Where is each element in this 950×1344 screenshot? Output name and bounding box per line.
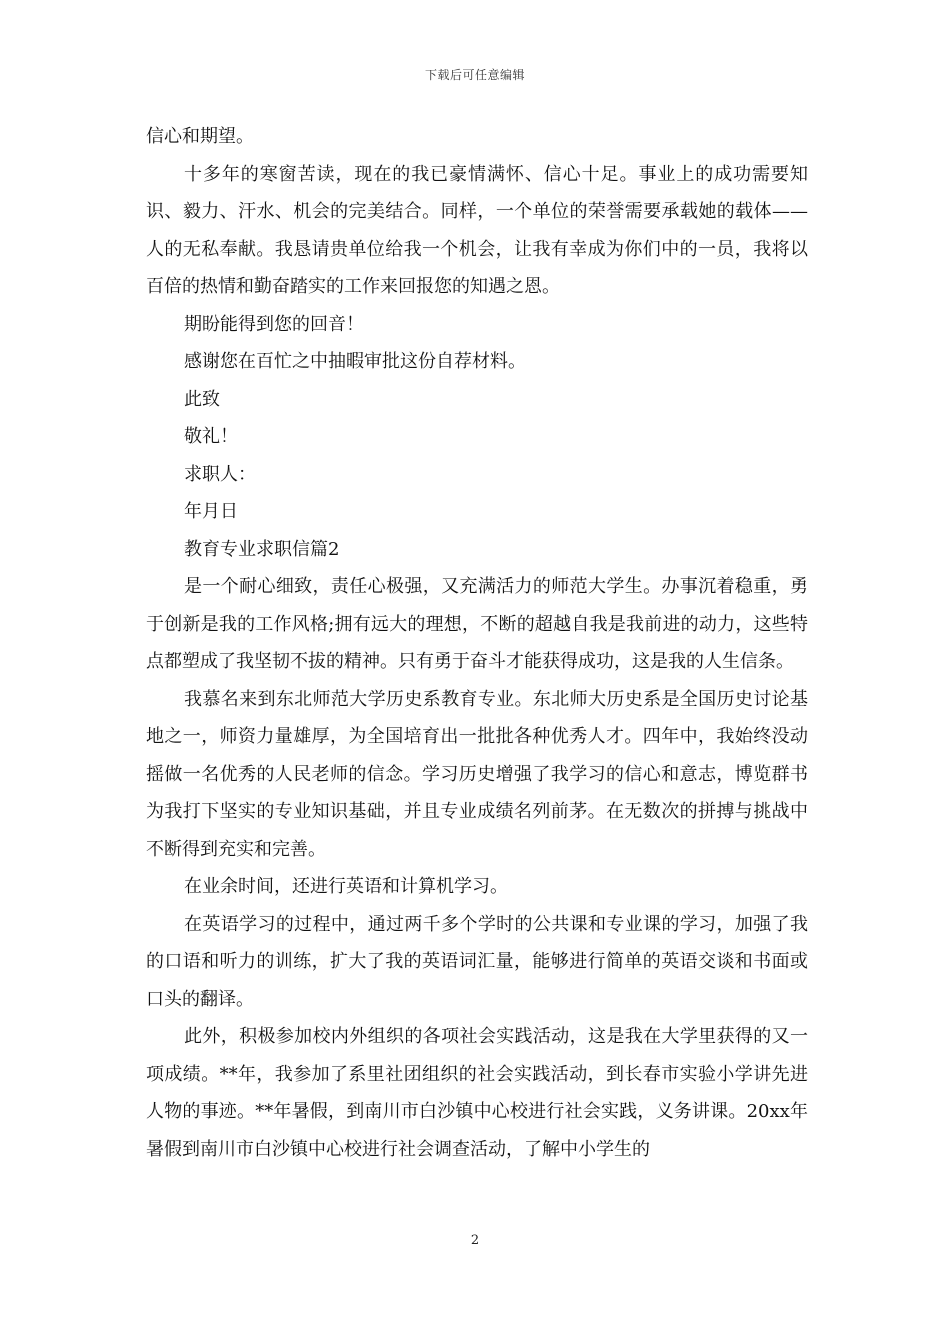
closing-regards: 敬礼！ [184, 426, 238, 447]
document-body [146, 118, 808, 1168]
closing-salutation: 此致 [184, 388, 220, 410]
paragraph-ambition: 十多年的寒窗苦读，现在的我已豪情满怀、信心十足。事业上的成功需要知识、毅力、汗水、机会的完美结合。同样，一个单位的荣誉需要承载她的载体——人的无私奉献。我恳请贵单位给我一个机会，让我有幸成为你们中的一员，我将以百倍的热情和勤奋踏实的工作来回报您的知遇之恩。 [146, 163, 808, 297]
paragraph-education: 我慕名来到东北师范大学历史系教育专业。东北师大历史系是全国历史讨论基地之一，师资力量雄厚，为全国培育出一批批各种优秀人才。四年中，我始终没动摇做一名优秀的人民老师的信念。学习历史增强了我学习的信心和意志，博览群书为我打下坚实的专业知识基础，并且专业成绩名列前茅。在无数次的拼搏与挑战中不断得到充实和完善。 [146, 688, 808, 860]
paragraph-english-study: 在英语学习的过程中，通过两千多个学时的公共课和专业课的学习，加强了我的口语和听力的训练，扩大了我的英语词汇量，能够进行简单的英语交谈和书面或口头的翻译。 [146, 913, 808, 1010]
paragraph-hope-reply: 期盼能得到您的回音！ [184, 313, 364, 335]
paragraph-social-practice: 此外，积极参加校内外组织的各项社会实践活动，这是我在大学里获得的又一项成绩。**年，我参加了系里社团组织的社会实践活动，到长春市实验小学讲先进人物的事迹。**年暑假，到南川市白沙镇中心校进行社会实践，义务讲课。20xx年暑假到南川市白沙镇中心校进行社会调查活动，了解中小学生的 [146, 1026, 808, 1160]
page-number: 2 [470, 1233, 480, 1248]
paragraph-self-intro: 是一个耐心细致，责任心极强，又充满活力的师范大学生。办事沉着稳重，勇于创新是我的工作风格;拥有远大的理想，不断的超越自我是我前进的动力，这些特点都塑成了我坚韧不拔的精神。只有勇于奋斗才能获得成功，这是我的人生信条。 [146, 576, 808, 672]
signature-date: 年月日 [184, 501, 238, 522]
paragraph-continuation: 信心和期望。 [146, 126, 254, 147]
signature-applicant: 求职人： [184, 463, 256, 485]
section-title: 教育专业求职信篇2 [184, 538, 340, 560]
paragraph-spare-time: 在业余时间，还进行英语和计算机学习。 [184, 876, 508, 897]
paragraph-thanks: 感谢您在百忙之中抽暇审批这份自荐材料。 [184, 351, 526, 372]
page-header-note: 下载后可任意编辑 [424, 68, 525, 82]
